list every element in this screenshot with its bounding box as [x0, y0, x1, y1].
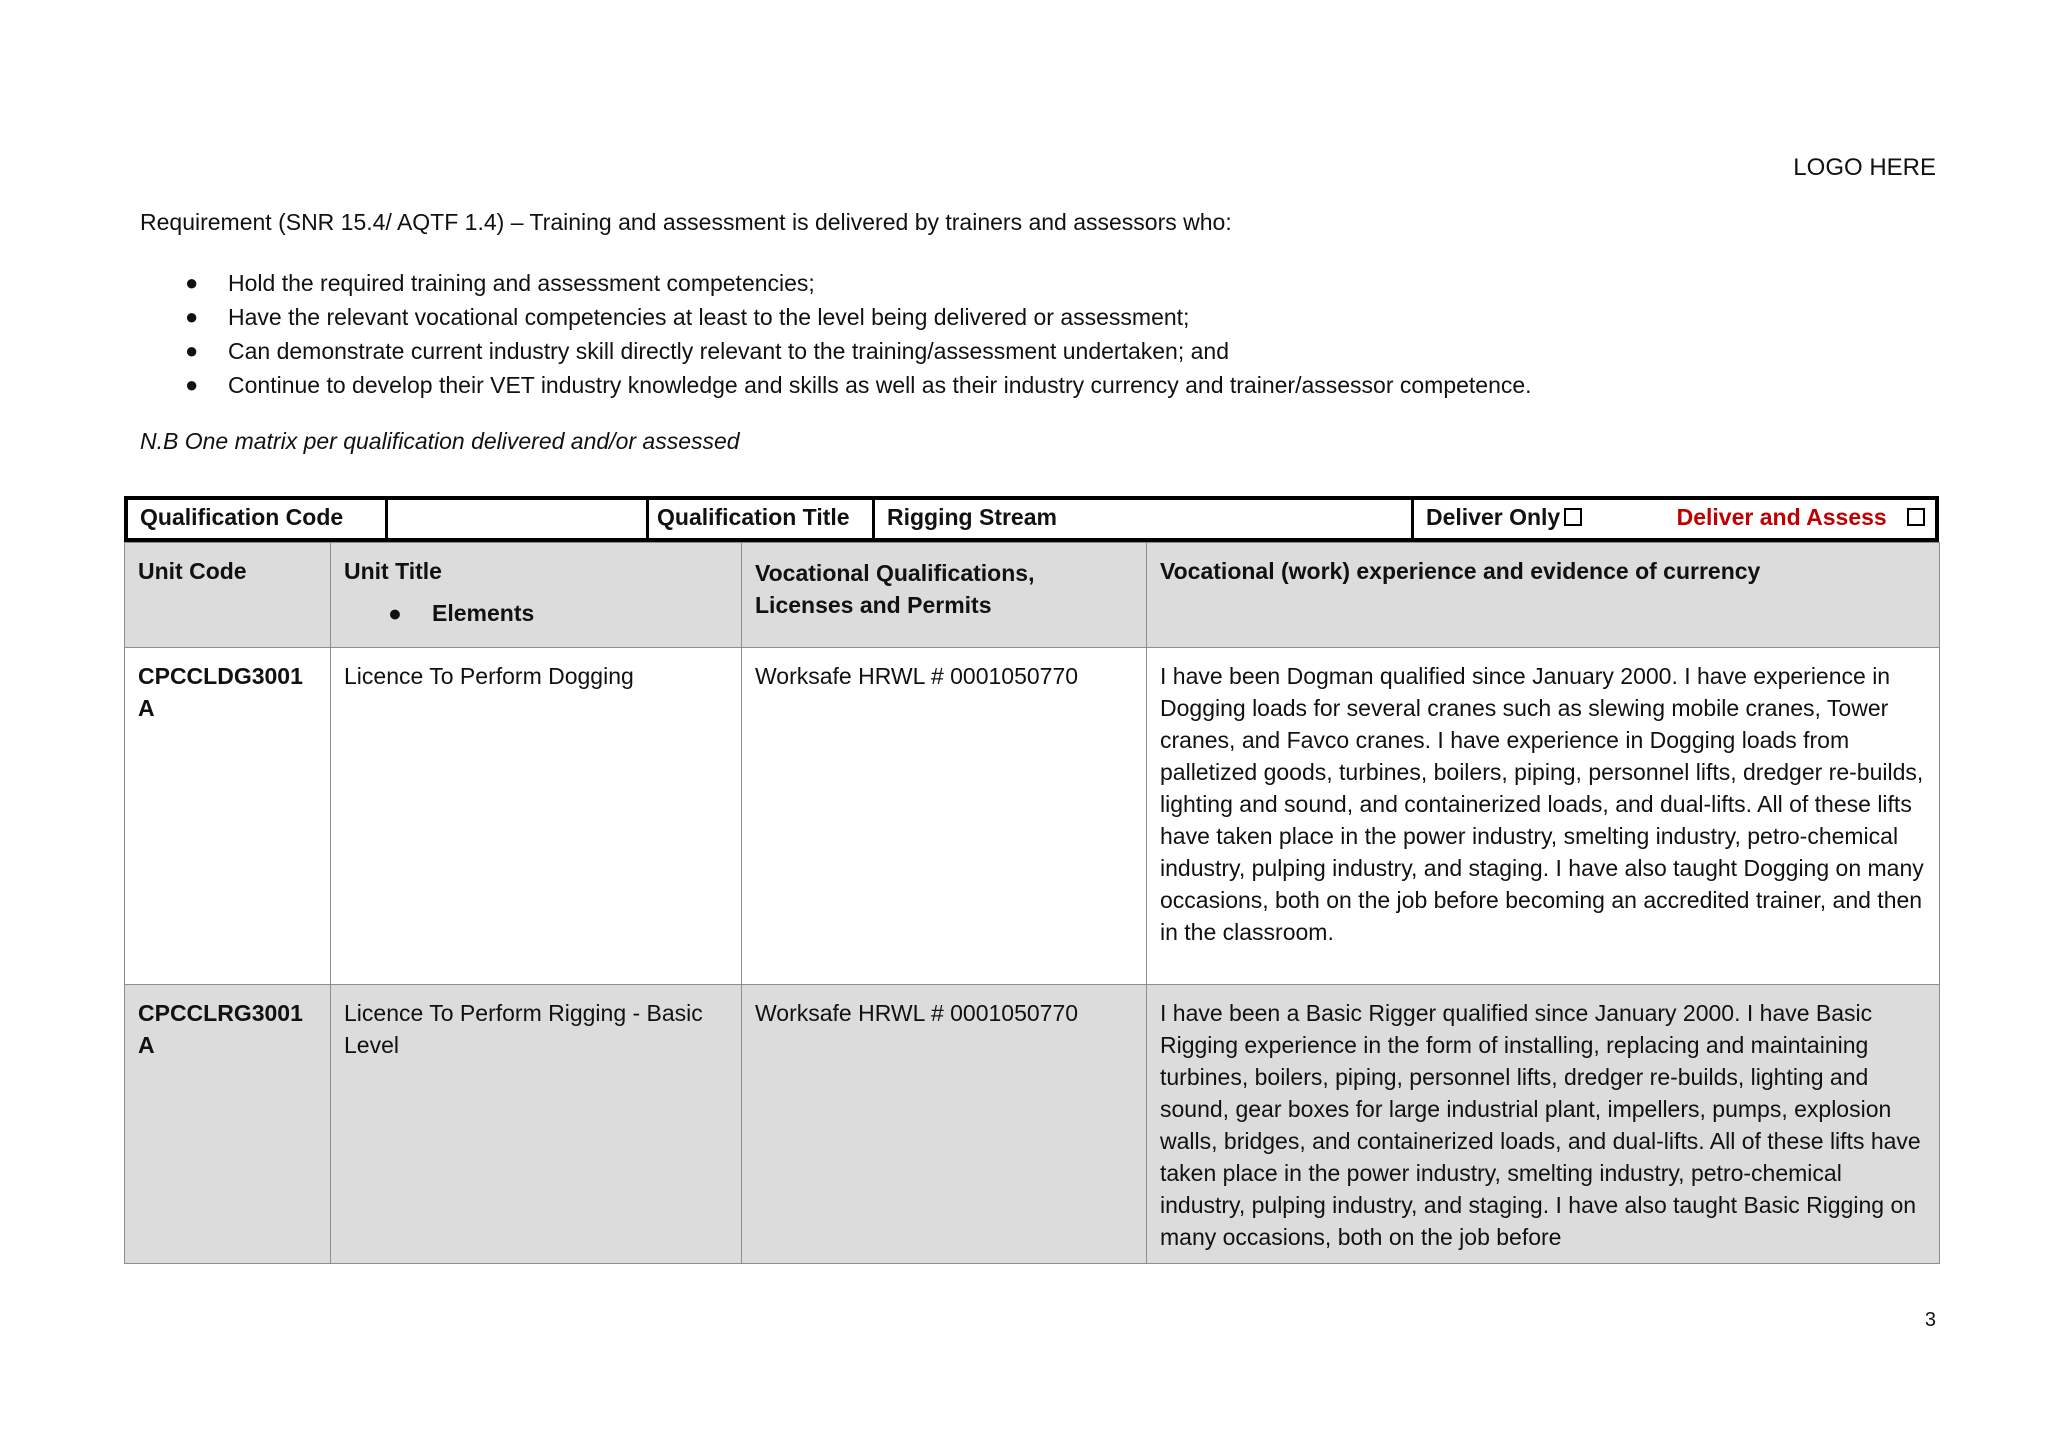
header-vocational-experience: Vocational (work) experience and evidence of currency	[1147, 543, 1940, 648]
requirement-list	[140, 266, 1532, 402]
page-number: 3	[1924, 1309, 1936, 1331]
header-elements-list	[344, 597, 728, 629]
matrix-note: N.B One matrix per qualification delivered and/or assessed	[140, 428, 740, 454]
qualification-title-label: Qualification Title	[649, 500, 875, 538]
header-elements: Elements	[432, 600, 535, 626]
header-unit-code: Unit Code	[125, 543, 331, 648]
evidence-cell: I have been Dogman qualified since January 2000. I have experience in Dogging loads for several cranes such as slewing mobile cranes, Tower cranes, and Favco cranes. I have experience in Dogging loads from palletized goods, turbines, boilers, piping, personnel lifts, dredger re-builds, lighting and sound, and containerized loads, and dual-lifts. All of these lifts have taken place in the power industry, smelting industry, petro-chemical industry, pulping industry, and staging. I have also taught Dogging on many occasions, both on the job before becoming an accredited trainer, and then in the classroom.	[1147, 648, 1940, 985]
list-item	[140, 266, 1532, 300]
unit-title-cell: Licence To Perform Rigging - Basic Level	[331, 985, 742, 1264]
table-row	[125, 985, 1940, 1264]
list-item	[140, 334, 1532, 368]
qualification-cell: Worksafe HRWL # 0001050770	[742, 648, 1147, 985]
delivery-options	[1414, 500, 1935, 538]
table-header-row	[125, 543, 1940, 648]
deliver-only-checkbox[interactable]	[1564, 508, 1582, 526]
qualification-code-field[interactable]	[388, 500, 649, 538]
unit-title-cell: Licence To Perform Dogging	[331, 648, 742, 985]
bullet-icon: ●	[185, 270, 199, 295]
list-item-text: Can demonstrate current industry skill directly relevant to the training/assessment undertaken; and	[228, 338, 1230, 364]
qualification-cell: Worksafe HRWL # 0001050770	[742, 985, 1147, 1264]
list-item	[140, 300, 1532, 334]
evidence-cell: I have been a Basic Rigger qualified since January 2000. I have Basic Rigging experience in the form of installing, replacing and maintaining turbines, boilers, piping, personnel lifts, dredger re-builds, lighting and sound, gear boxes for large industrial plant, impellers, pumps, explosion walls, bridges, and containerized loads, and dual-lifts. All of these lifts have taken place in the power industry, smelting industry, petro-chemical industry, pulping industry, and staging. I have also taught Basic Rigging on many occasions, both on the job before	[1147, 985, 1940, 1264]
header-unit-title	[331, 543, 742, 648]
deliver-only-label: Deliver Only	[1426, 504, 1561, 530]
list-item-text: Have the relevant vocational competencies at least to the level being delivered or assessment;	[228, 304, 1190, 330]
list-item	[344, 597, 728, 629]
bullet-icon: ●	[185, 338, 199, 363]
qualification-title-field[interactable]: Rigging Stream	[875, 500, 1414, 538]
bullet-icon: ●	[388, 600, 402, 626]
header-unit-title-text: Unit Title	[344, 558, 442, 584]
qualification-bar	[124, 496, 1939, 542]
competency-matrix-table	[124, 542, 1940, 1264]
deliver-and-assess-checkbox[interactable]	[1907, 508, 1925, 526]
list-item-text: Hold the required training and assessment competencies;	[228, 270, 815, 296]
deliver-and-assess-label: Deliver and Assess	[1676, 504, 1887, 530]
bullet-icon: ●	[185, 304, 199, 329]
header-vocational-qualifications: Vocational Qualifications, Licenses and Permits	[742, 543, 1147, 648]
table-row	[125, 648, 1940, 985]
requirement-text: Requirement (SNR 15.4/ AQTF 1.4) – Training and assessment is delivered by trainers and assessors who:	[140, 209, 1232, 235]
list-item	[140, 368, 1532, 402]
unit-code-cell: CPCCLDG3001 A	[125, 648, 331, 985]
logo-placeholder: LOGO HERE	[1793, 154, 1936, 181]
bullet-icon: ●	[185, 372, 199, 397]
list-item-text: Continue to develop their VET industry knowledge and skills as well as their industry currency and trainer/assessor competence.	[228, 372, 1532, 398]
unit-code-cell: CPCCLRG3001 A	[125, 985, 331, 1264]
qualification-code-label: Qualification Code	[128, 500, 388, 538]
